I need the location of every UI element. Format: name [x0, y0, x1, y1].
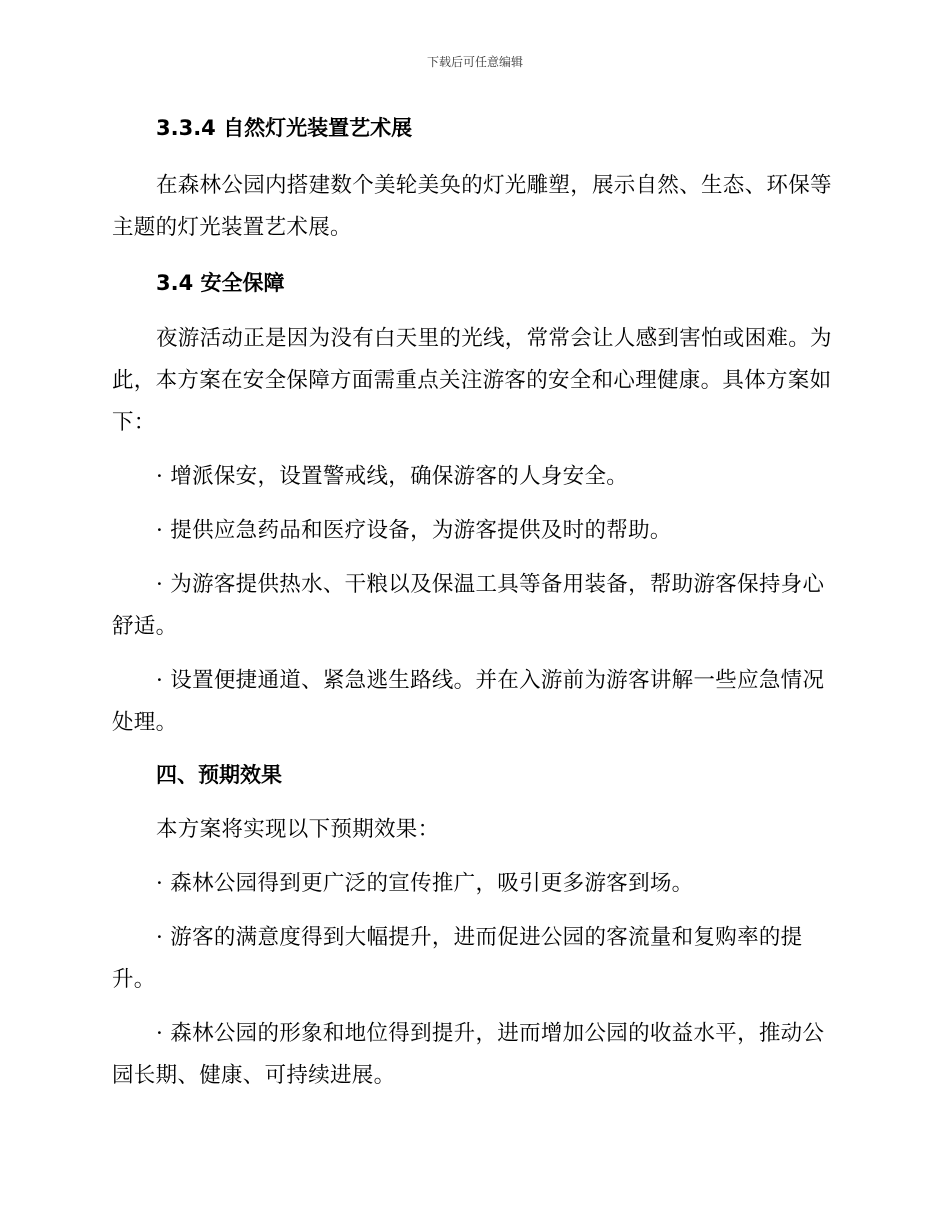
- list-item: · 提供应急药品和医疗设备，为游客提供及时的帮助。: [156, 518, 672, 543]
- section-heading-3-3-4: 3.3.4 自然灯光装置艺术展: [156, 116, 413, 140]
- list-item: · 森林公园得到更广泛的宣传推广，吸引更多游客到场。: [156, 871, 694, 896]
- list-item: · 设置便捷通道、紧急逃生路线。并在入游前为游客讲解一些应急情况处理。: [112, 668, 825, 735]
- paragraph-light-art: 在森林公园内搭建数个美轮美奂的灯光雕塑，展示自然、生态、环保等主题的灯光装置艺术展。: [112, 173, 832, 240]
- paragraph-safety-intro: 夜游活动正是因为没有白天里的光线，常常会让人感到害怕或困难。为此，本方案在安全保障方面需重点关注游客的安全和心理健康。具体方案如下：: [112, 326, 832, 435]
- section-heading-3-4: 3.4 安全保障: [156, 271, 285, 295]
- list-item: · 森林公园的形象和地位得到提升，进而增加公园的收益水平，推动公园长期、健康、可持续进展。: [112, 1021, 825, 1088]
- document-body: [112, 110, 832, 1097]
- page-header-note: 下载后可任意编辑: [426, 55, 523, 69]
- list-item: · 游客的满意度得到大幅提升，进而促进公园的客流量和复购率的提升。: [112, 925, 803, 992]
- section-heading-4: 四、预期效果: [156, 763, 282, 787]
- paragraph-expected-intro: 本方案将实现以下预期效果：: [156, 817, 440, 842]
- list-item: · 增派保安，设置警戒线，确保游客的人身安全。: [156, 464, 629, 489]
- list-item: · 为游客提供热水、干粮以及保温工具等备用装备，帮助游客保持身心舒适。: [112, 572, 825, 639]
